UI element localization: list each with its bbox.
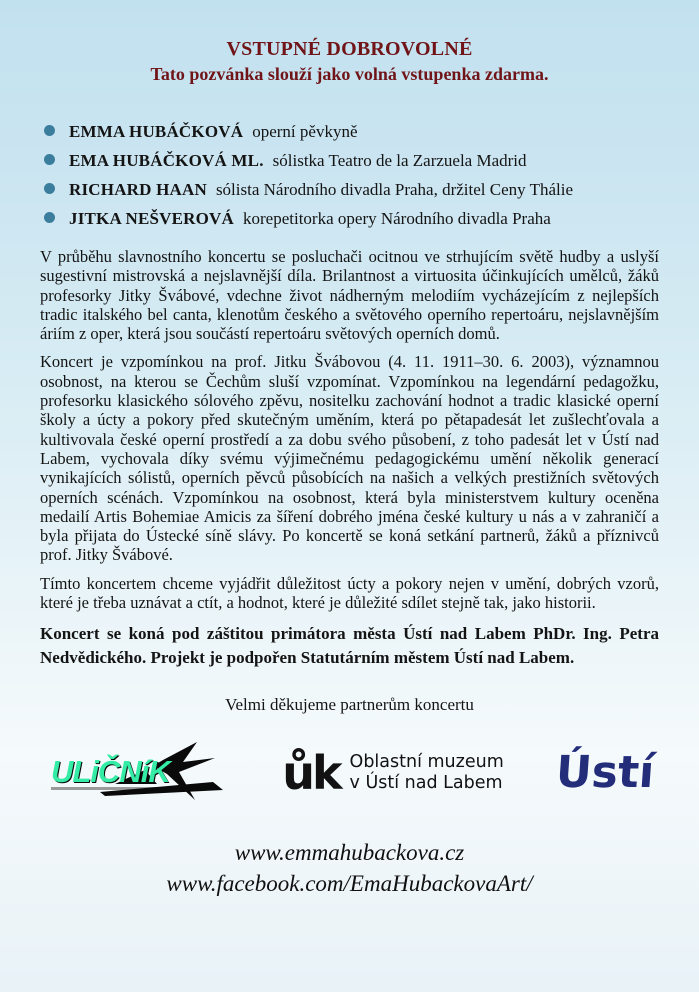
bullet-icon <box>44 154 55 165</box>
facebook-link[interactable]: www.facebook.com/EmaHubackovaArt/ <box>166 871 533 897</box>
performer-name: JITKA NEŠVEROVÁ <box>69 209 235 228</box>
paragraph-patronage: Koncert se koná pod záštitou primátora města Ústí nad Labem PhDr. Ing. Petra Nedvědického. Projekt je podpořen Statutárním městem Ústí nad Labem. <box>40 624 659 668</box>
list-item <box>44 204 659 233</box>
page-subtitle: Tato pozvánka slouží jako volná vstupenka zdarma. <box>150 64 549 84</box>
museum-logo-text <box>350 752 504 794</box>
partners-thanks-line: Velmi děkujeme partnerům koncertu <box>225 695 474 715</box>
footer-links <box>40 837 659 899</box>
list-item <box>44 146 659 175</box>
partner-logos-row <box>45 733 654 813</box>
page-title: VSTUPNÉ DOBROVOLNÉ <box>226 38 473 60</box>
museum-logo <box>282 746 504 801</box>
paragraph-concert-intro: V průběhu slavnostního koncertu se posluchači ocitnou ve strhujícím světě hudby a uslyší sugestivní mistrovská a nejslavnější díla. Brilantnost a virtuosita účinkujících umělců, žáků profesorky Jitky Švábové, vdechne život nádherným melodiím vycházejícím z nejlepších tradic italského bel canta, klenotům českého a světového operního repertoáru, nejslavnějším áriím z oper, která jsou součástí repertoáru světových operních domů. <box>40 247 659 344</box>
museum-uk-glyph-icon: ůk <box>282 746 340 801</box>
performer-role: sólista Národního divadla Praha, držitel Ceny Thálie <box>215 180 574 199</box>
performer-role: operní pěvkyně <box>252 122 358 141</box>
performers-list <box>40 117 659 233</box>
list-item <box>44 117 659 146</box>
performer-name: RICHARD HAAN <box>69 180 207 199</box>
paragraph-values: Tímto koncertem chceme vyjádřit důležitost úcty a pokory nejen v umění, dobrých vzorů, které je třeba uznávat a ctít, a hodnot, které je důležité sdílet stejně tak, jako historii. <box>40 573 659 613</box>
ulicnik-logo-text: ULiČNíK <box>51 754 170 790</box>
bullet-icon <box>44 125 55 136</box>
museum-line2: v Ústí nad Labem <box>349 773 503 794</box>
usti-city-logo: Ústí <box>554 747 656 799</box>
list-item <box>44 175 659 204</box>
performer-role: korepetitorka opery Národního divadla Praha <box>243 209 551 228</box>
website-link[interactable]: www.emmahubackova.cz <box>234 840 465 866</box>
performer-name: EMMA HUBÁČKOVÁ <box>69 122 244 141</box>
bullet-icon <box>44 212 55 223</box>
performer-name: EMA HUBÁČKOVÁ ML. <box>69 151 264 170</box>
bullet-icon <box>44 183 55 194</box>
performer-role: sólistka Teatro de la Zarzuela Madrid <box>272 151 527 170</box>
paragraph-memorial: Koncert je vzpomínkou na prof. Jitku Švábovou (4. 11. 1911–30. 6. 2003), významnou osobnost, na kterou se Čechům sluší vzpomínat. Vzpomínkou na legendární pedagožku, profesorku klasického sólového zpěvu, nositelku zachování hodnot a tradic klasické operní školy a úcty a pokory před skutečným uměním, která po pětapadesát let zušlechťovala a kultivovala české operní prostředí a za dobu svého působení, z toho padesát let v Ústí nad Labem, vychovala díky svému výjimečnému pedagogickému umění několik generací vynikajících sólistů, operních pěvců působících na našich a velkých prestižních světových operních scénách. Vzpomínkou na osobnost, která byla ministerstvem kultury oceněna medailí Artis Bohemiae Amicis za šíření dobrého jména české kultury u nás a v zahraničí a byla přijata do Ústecké síně slávy. Po koncertě se koná setkání partnerů, žáků a příznivců prof. Jitky Švábové. <box>40 352 659 565</box>
museum-line1: Oblastní muzeum <box>349 752 504 773</box>
ulicnik-logo <box>45 740 230 806</box>
